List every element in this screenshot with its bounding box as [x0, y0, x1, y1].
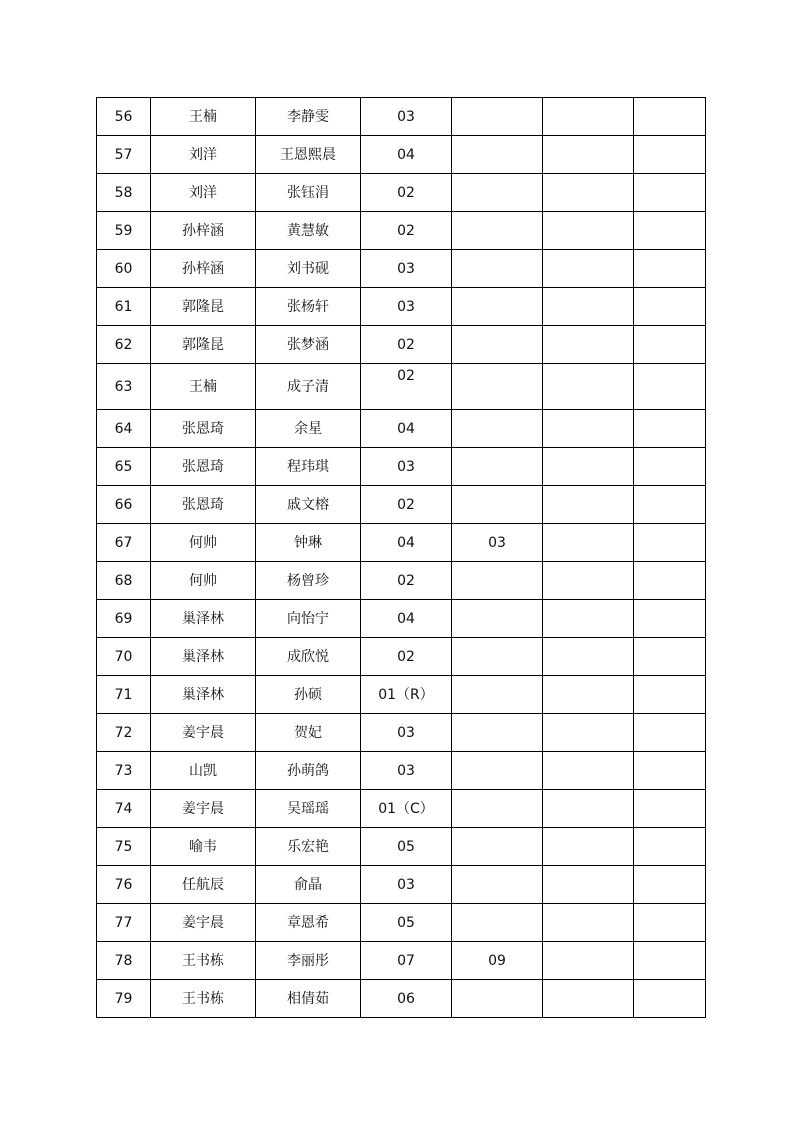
- row-number-cell: 57: [97, 136, 151, 174]
- value-cell-2: [452, 866, 543, 904]
- row-number-cell: 77: [97, 904, 151, 942]
- value-cell-1: 04: [361, 410, 452, 448]
- name-cell-a: 刘洋: [151, 136, 256, 174]
- value-cell-3: [543, 866, 634, 904]
- value-cell-3: [543, 524, 634, 562]
- value-cell-3: [543, 326, 634, 364]
- row-number-cell: 65: [97, 448, 151, 486]
- value-cell-2: [452, 288, 543, 326]
- value-cell-4: [634, 828, 706, 866]
- value-cell-2: [452, 486, 543, 524]
- table-row: [97, 562, 706, 600]
- name-cell-b: 余星: [256, 410, 361, 448]
- table-row: [97, 714, 706, 752]
- value-cell-2: [452, 136, 543, 174]
- value-cell-4: [634, 364, 706, 410]
- row-number-cell: 79: [97, 980, 151, 1018]
- value-cell-1: 06: [361, 980, 452, 1018]
- record-table: [96, 97, 706, 1018]
- value-cell-4: [634, 326, 706, 364]
- value-cell-1: 03: [361, 752, 452, 790]
- value-cell-3: [543, 980, 634, 1018]
- value-cell-4: [634, 174, 706, 212]
- name-cell-b: 孙硕: [256, 676, 361, 714]
- value-cell-1: 03: [361, 250, 452, 288]
- row-number-cell: 59: [97, 212, 151, 250]
- value-cell-2: [452, 364, 543, 410]
- value-cell-4: [634, 714, 706, 752]
- value-cell-4: [634, 448, 706, 486]
- row-number-cell: 70: [97, 638, 151, 676]
- value-cell-1: 02: [361, 212, 452, 250]
- table-row: [97, 980, 706, 1018]
- table-row: [97, 904, 706, 942]
- value-cell-3: [543, 562, 634, 600]
- value-cell-3: [543, 676, 634, 714]
- name-cell-b: 俞晶: [256, 866, 361, 904]
- value-cell-4: [634, 866, 706, 904]
- row-number-cell: 56: [97, 98, 151, 136]
- value-cell-3: [543, 212, 634, 250]
- name-cell-a: 郭隆昆: [151, 326, 256, 364]
- value-cell-1: 01（C）: [361, 790, 452, 828]
- name-cell-b: 李静雯: [256, 98, 361, 136]
- name-cell-a: 王书栋: [151, 980, 256, 1018]
- value-cell-3: [543, 288, 634, 326]
- value-cell-2: [452, 790, 543, 828]
- value-cell-4: [634, 250, 706, 288]
- name-cell-b: 钟琳: [256, 524, 361, 562]
- value-cell-3: [543, 942, 634, 980]
- row-number-cell: 62: [97, 326, 151, 364]
- value-cell-3: [543, 790, 634, 828]
- table-row: [97, 288, 706, 326]
- value-cell-4: [634, 676, 706, 714]
- table-row: [97, 98, 706, 136]
- name-cell-b: 张杨轩: [256, 288, 361, 326]
- name-cell-b: 向怡宁: [256, 600, 361, 638]
- value-cell-4: [634, 562, 706, 600]
- value-cell-4: [634, 524, 706, 562]
- value-cell-1: 02: [361, 364, 452, 410]
- name-cell-b: 王恩熙晨: [256, 136, 361, 174]
- name-cell-a: 巢泽林: [151, 676, 256, 714]
- name-cell-a: 张恩琦: [151, 486, 256, 524]
- table-row: [97, 410, 706, 448]
- value-cell-4: [634, 980, 706, 1018]
- name-cell-a: 巢泽林: [151, 600, 256, 638]
- value-cell-1: 04: [361, 524, 452, 562]
- value-cell-1: 05: [361, 904, 452, 942]
- value-cell-2: [452, 980, 543, 1018]
- row-number-cell: 72: [97, 714, 151, 752]
- value-cell-3: [543, 752, 634, 790]
- table-row: [97, 790, 706, 828]
- table-row: [97, 448, 706, 486]
- row-number-cell: 78: [97, 942, 151, 980]
- value-cell-3: [543, 448, 634, 486]
- value-cell-4: [634, 410, 706, 448]
- table-row: [97, 524, 706, 562]
- row-number-cell: 66: [97, 486, 151, 524]
- value-cell-2: [452, 714, 543, 752]
- name-cell-b: 程玮琪: [256, 448, 361, 486]
- row-number-cell: 71: [97, 676, 151, 714]
- name-cell-b: 乐宏艳: [256, 828, 361, 866]
- row-number-cell: 63: [97, 364, 151, 410]
- name-cell-b: 吴瑶瑶: [256, 790, 361, 828]
- table-row: [97, 212, 706, 250]
- value-cell-4: [634, 288, 706, 326]
- row-number-cell: 67: [97, 524, 151, 562]
- name-cell-a: 孙梓涵: [151, 250, 256, 288]
- value-cell-3: [543, 174, 634, 212]
- value-cell-2: [452, 250, 543, 288]
- value-cell-4: [634, 790, 706, 828]
- name-cell-a: 王书栋: [151, 942, 256, 980]
- value-cell-1: 03: [361, 448, 452, 486]
- value-cell-4: [634, 136, 706, 174]
- name-cell-b: 成子清: [256, 364, 361, 410]
- name-cell-b: 黄慧敏: [256, 212, 361, 250]
- value-cell-1: 02: [361, 638, 452, 676]
- table-row: [97, 250, 706, 288]
- value-cell-2: [452, 828, 543, 866]
- name-cell-a: 山凯: [151, 752, 256, 790]
- table-row: [97, 136, 706, 174]
- value-cell-3: [543, 828, 634, 866]
- value-cell-1: 04: [361, 600, 452, 638]
- value-cell-4: [634, 486, 706, 524]
- name-cell-a: 姜宇晨: [151, 790, 256, 828]
- name-cell-b: 贺妃: [256, 714, 361, 752]
- row-number-cell: 58: [97, 174, 151, 212]
- table-row: [97, 942, 706, 980]
- name-cell-a: 王楠: [151, 98, 256, 136]
- name-cell-a: 孙梓涵: [151, 212, 256, 250]
- value-cell-4: [634, 752, 706, 790]
- value-cell-1: 02: [361, 174, 452, 212]
- name-cell-a: 喻韦: [151, 828, 256, 866]
- name-cell-b: 戚文榕: [256, 486, 361, 524]
- name-cell-b: 张钰涓: [256, 174, 361, 212]
- row-number-cell: 60: [97, 250, 151, 288]
- value-cell-1: 02: [361, 562, 452, 600]
- name-cell-a: 刘洋: [151, 174, 256, 212]
- table-row: [97, 866, 706, 904]
- row-number-cell: 61: [97, 288, 151, 326]
- row-number-cell: 74: [97, 790, 151, 828]
- value-cell-3: [543, 98, 634, 136]
- name-cell-b: 张梦涵: [256, 326, 361, 364]
- value-cell-2: [452, 562, 543, 600]
- table-row: [97, 174, 706, 212]
- value-cell-1: 03: [361, 288, 452, 326]
- value-cell-4: [634, 212, 706, 250]
- name-cell-a: 王楠: [151, 364, 256, 410]
- row-number-cell: 69: [97, 600, 151, 638]
- name-cell-b: 章恩希: [256, 904, 361, 942]
- value-cell-3: [543, 486, 634, 524]
- value-cell-2: [452, 676, 543, 714]
- value-cell-1: 07: [361, 942, 452, 980]
- value-cell-1: 04: [361, 136, 452, 174]
- name-cell-a: 何帅: [151, 562, 256, 600]
- value-cell-4: [634, 904, 706, 942]
- value-cell-1: 05: [361, 828, 452, 866]
- value-cell-2: [452, 326, 543, 364]
- table-row: [97, 638, 706, 676]
- table-row: [97, 486, 706, 524]
- value-cell-4: [634, 638, 706, 676]
- table-row: [97, 326, 706, 364]
- value-cell-1: 02: [361, 326, 452, 364]
- name-cell-b: 相倩茹: [256, 980, 361, 1018]
- name-cell-a: 姜宇晨: [151, 904, 256, 942]
- table-row: [97, 752, 706, 790]
- row-number-cell: 75: [97, 828, 151, 866]
- name-cell-a: 郭隆昆: [151, 288, 256, 326]
- value-cell-2: [452, 98, 543, 136]
- value-cell-1: 03: [361, 98, 452, 136]
- value-cell-4: [634, 600, 706, 638]
- value-cell-3: [543, 410, 634, 448]
- table-row: [97, 600, 706, 638]
- value-cell-1: 03: [361, 866, 452, 904]
- value-cell-2: [452, 410, 543, 448]
- value-cell-2: [452, 212, 543, 250]
- value-cell-1: 03: [361, 714, 452, 752]
- value-cell-1: 01（R）: [361, 676, 452, 714]
- value-cell-2: [452, 638, 543, 676]
- name-cell-a: 任航辰: [151, 866, 256, 904]
- value-cell-2: [452, 904, 543, 942]
- name-cell-b: 杨曾珍: [256, 562, 361, 600]
- name-cell-a: 巢泽林: [151, 638, 256, 676]
- row-number-cell: 68: [97, 562, 151, 600]
- value-cell-3: [543, 904, 634, 942]
- value-cell-4: [634, 942, 706, 980]
- table-row: [97, 828, 706, 866]
- value-cell-3: [543, 600, 634, 638]
- value-cell-2: 09: [452, 942, 543, 980]
- value-cell-4: [634, 98, 706, 136]
- value-cell-2: [452, 600, 543, 638]
- table-row: [97, 676, 706, 714]
- value-cell-1: 02: [361, 486, 452, 524]
- value-cell-3: [543, 250, 634, 288]
- row-number-cell: 73: [97, 752, 151, 790]
- name-cell-b: 成欣悦: [256, 638, 361, 676]
- value-cell-2: [452, 448, 543, 486]
- name-cell-a: 何帅: [151, 524, 256, 562]
- value-cell-2: [452, 752, 543, 790]
- value-cell-3: [543, 136, 634, 174]
- row-number-cell: 64: [97, 410, 151, 448]
- row-number-cell: 76: [97, 866, 151, 904]
- record-table-body: [97, 98, 706, 1018]
- value-cell-3: [543, 638, 634, 676]
- name-cell-b: 孙萌鸽: [256, 752, 361, 790]
- name-cell-a: 张恩琦: [151, 448, 256, 486]
- table-row: [97, 364, 706, 410]
- name-cell-a: 张恩琦: [151, 410, 256, 448]
- value-cell-3: [543, 364, 634, 410]
- value-cell-2: 03: [452, 524, 543, 562]
- value-cell-3: [543, 714, 634, 752]
- value-cell-2: [452, 174, 543, 212]
- name-cell-b: 刘书砚: [256, 250, 361, 288]
- name-cell-a: 姜宇晨: [151, 714, 256, 752]
- name-cell-b: 李丽彤: [256, 942, 361, 980]
